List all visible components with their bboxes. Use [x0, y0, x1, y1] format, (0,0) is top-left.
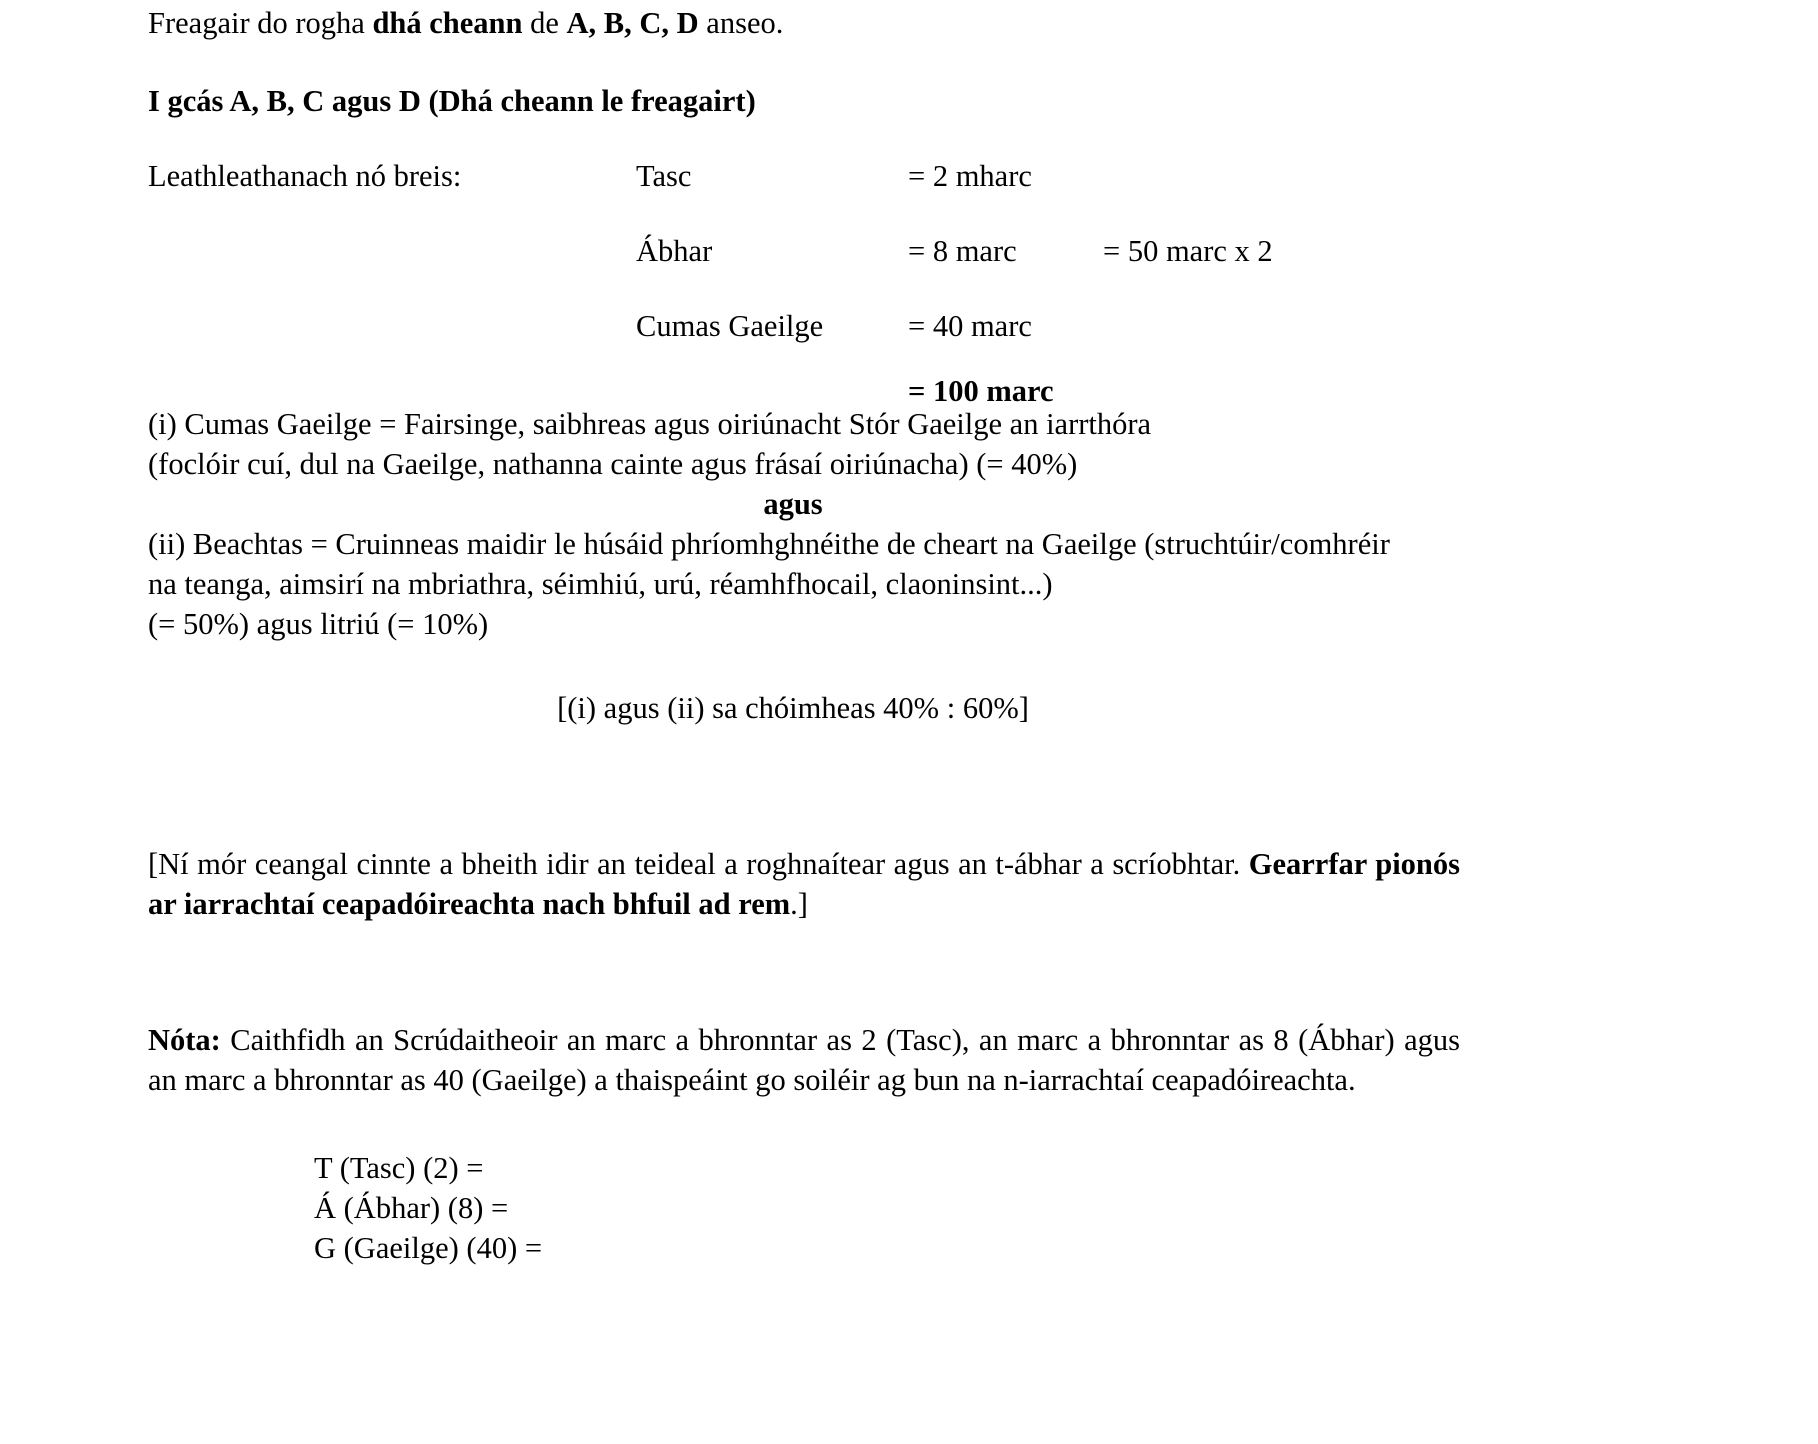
section-heading: I gcás A, B, C agus D (Dhá cheann le freagairt) [148, 83, 756, 118]
bracket-note-bold: Gearrfar pionós ar iarrachtaí ceapadóireachta nach bhfuil ad rem [148, 847, 1460, 922]
answer-lines-block [314, 1149, 1460, 1269]
bracket-note-regular-start: [Ní mór ceangal cinnte a bheith idir an teideal a roghnaítear agus an t-ábhar a scríobhtar. [148, 847, 1249, 882]
intro-suffix: anseo. [698, 6, 784, 40]
marks-item-value: = 8 marc [908, 234, 1017, 268]
intro-bold-abcd: A, B, C, D [566, 6, 699, 40]
marks-item-name: Ábhar [636, 234, 713, 268]
marks-item-name: Cumas Gaeilge [636, 309, 824, 343]
marks-table [148, 159, 1460, 408]
answer-line-tasc: T (Tasc) (2) = [314, 1151, 484, 1186]
criteria-line-ii-1: (ii) Beachtas = Cruinneas maidir le húsáid phríomhghnéithe de cheart na Gaeilge (struchtúir/comhréir [148, 526, 1390, 561]
criteria-block [148, 405, 1460, 645]
marks-total: = 100 marc [908, 374, 1054, 408]
intro-line [148, 0, 1460, 39]
answer-line-abhar: Á (Ábhar) (8) = [314, 1190, 509, 1225]
marks-row [148, 159, 1460, 199]
marks-item-total: = 50 marc x 2 [1103, 234, 1273, 268]
criteria-line-ii-2: na teanga, aimsirí na mbriathra, séimhiú, urú, réamhfhocail, claoninsint...) [148, 566, 1053, 601]
intro-middle: de [522, 6, 567, 40]
marks-item-value: = 2 mharc [908, 159, 1032, 193]
criteria-ratio-note: [(i) agus (ii) sa chóimheas 40% : 60%] [557, 690, 1029, 725]
marks-row [148, 309, 1460, 349]
marks-item-name: Tasc [636, 159, 692, 193]
criteria-line-i-1: (i) Cumas Gaeilge = Fairsinge, saibhreas agus oiriúnacht Stór Gaeilge an iarrthóra [148, 407, 1152, 441]
marks-item-value: = 40 marc [908, 309, 1032, 343]
intro-prefix: Freagair do rogha [148, 6, 373, 40]
marks-row [148, 234, 1460, 274]
intro-bold-dha-cheann: dhá cheann [372, 6, 523, 40]
marks-table-label: Leathleathanach nó breis: [148, 159, 462, 193]
criteria-line-i-2: (foclóir cuí, dul na Gaeilge, nathanna cainte agus frásaí oiriúnacha) (= 40%) [148, 446, 1078, 481]
answer-line-gaeilge: G (Gaeilge) (40) = [314, 1230, 543, 1265]
nota-paragraph [148, 1021, 1460, 1101]
criteria-conjunction: agus [763, 486, 823, 521]
bracket-note-regular-end: .] [790, 887, 808, 922]
nota-label: Nóta: [148, 1023, 221, 1058]
nota-text: Caithfidh an Scrúdaitheoir an marc a bhronntar as 2 (Tasc), an marc a bhronntar as 8 (Ábhar) agus an marc a bhronntar as 40 (Gaeilge) a thaispeáint go soiléir ag bun na n-iarrachtaí ceapadóireachta. [148, 1023, 1460, 1098]
criteria-line-ii-3: (= 50%) agus litriú (= 10%) [148, 606, 489, 641]
document-content [148, 0, 1460, 1269]
bracket-note-paragraph [148, 845, 1460, 925]
